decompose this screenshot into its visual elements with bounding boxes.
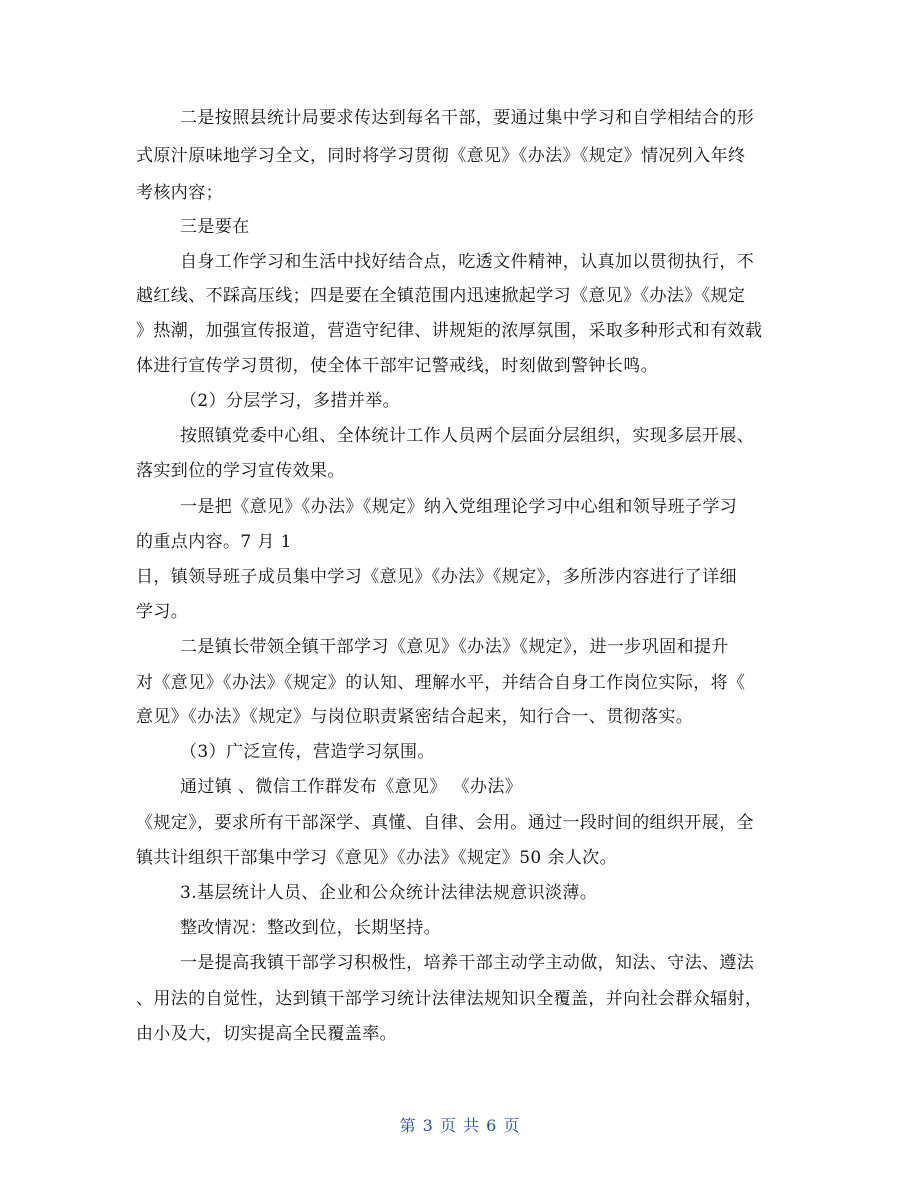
- paragraph-line: 自身工作学习和生活中找好结合点，吃透文件精神，认真加以贯彻执行，不: [180, 252, 755, 272]
- paragraph-line: 对《意见》《办法》《规定》的认知、理解水平，并结合自身工作岗位实际，将《: [136, 673, 746, 693]
- paragraph-line: 意见》《办法》《规定》与岗位职责紧密结合起来，知行合一、贯彻落实。: [136, 707, 694, 727]
- paragraph-line: 体进行宣传学习贯彻，使全体干部牢记警戒线，时刻做到警钟长鸣。: [136, 356, 658, 376]
- paragraph-line: 《规定》，要求所有干部深学、真懂、自律、会用。通过一段时间的组织开展，全: [136, 813, 754, 833]
- paragraph-line: 整改情况：整改到位，长期坚持。: [180, 918, 441, 938]
- paragraph-line: 按照镇党委中心组、全体统计工作人员两个层面分层组织，实现多层开展、: [180, 426, 755, 446]
- paragraph-line: 》热潮，加强宣传报道，营造守纪律、讲规矩的浓厚氛围，采取多种形式和有效载: [136, 321, 763, 341]
- paragraph-line: 由小及大，切实提高全民覆盖率。: [136, 1024, 397, 1044]
- paragraph-line: 日，镇领导班子成员集中学习《意见》《办法》《规定》，多所涉内容进行了详细: [136, 567, 737, 587]
- paragraph-line: 三是要在: [180, 217, 250, 237]
- section-heading: 3.基层统计人员、企业和公众统计法律法规意识淡薄。: [180, 883, 598, 903]
- section-heading: （2）分层学习，多措并举。: [180, 391, 401, 411]
- paragraph-line: 式原汁原味地学习全文，同时将学习贯彻《意见》《办法》《规定》情况列入年终: [136, 146, 746, 166]
- paragraph-line: 落实到位的学习宣传效果。: [136, 461, 345, 481]
- paragraph-line: 二是镇长带领全镇干部学习《意见》《办法》《规定》，进一步巩固和提升: [180, 637, 729, 657]
- page-number-label: 第 3 页 共 6 页: [399, 1116, 521, 1135]
- paragraph-line: 通过镇 、微信工作群发布《意见》 《办法》: [180, 777, 523, 797]
- paragraph-line: 的重点内容。7 月 1: [136, 532, 292, 552]
- paragraph-line: 考核内容；: [136, 183, 223, 203]
- paragraph-line: 、用法的自觉性，达到镇干部学习统计法律法规知识全覆盖，并向社会群众辐射，: [136, 989, 763, 1009]
- paragraph-line: 越红线、不踩高压线；四是要在全镇范围内迅速掀起学习《意见》《办法》《规定: [136, 286, 746, 306]
- paragraph-line: 一是把《意见》《办法》《规定》纳入党组理论学习中心组和领导班子学习: [180, 497, 738, 517]
- page-footer: [0, 1115, 920, 1137]
- paragraph-line: 二是按照县统计局要求传达到每名干部，要通过集中学习和自学相结合的形: [180, 108, 755, 128]
- paragraph-line: 镇共计组织干部集中学习《意见》《办法》《规定》50 余人次。: [136, 848, 618, 868]
- paragraph-line: 学习。: [136, 602, 189, 622]
- section-heading: （3）广泛宣传，营造学习氛围。: [180, 742, 435, 762]
- paragraph-line: 一是提高我镇干部学习积极性，培养干部主动学主动做，知法、守法、遵法: [180, 953, 755, 973]
